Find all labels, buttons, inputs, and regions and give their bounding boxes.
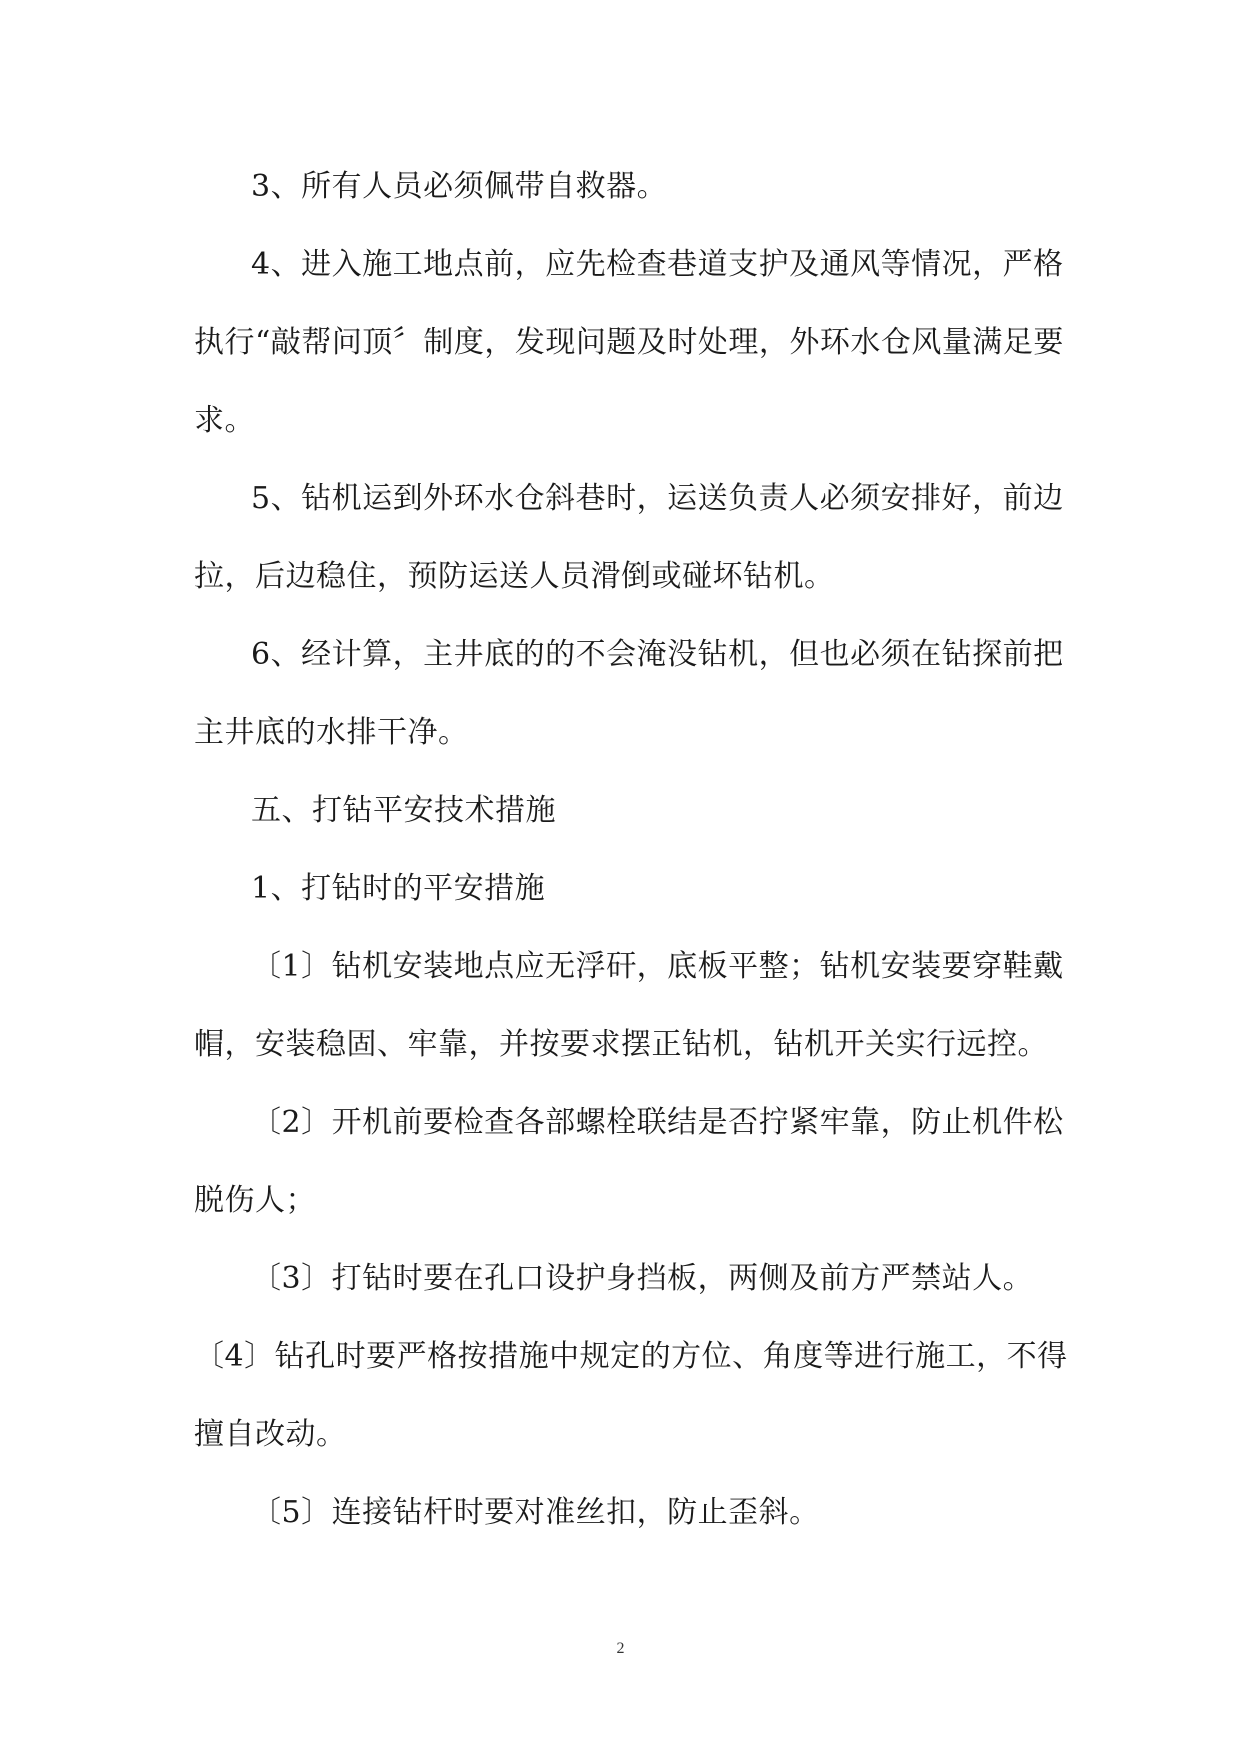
paragraph-line: 求。: [194, 403, 255, 438]
paragraph-line: 3、所有人员必须佩带自救器。: [251, 169, 668, 204]
paragraph-line: 拉，后边稳住，预防运送人员滑倒或碰坏钻机。: [194, 559, 835, 594]
section-heading: 五、打钻平安技术措施: [251, 793, 556, 828]
paragraph-line: 擅自改动。: [194, 1417, 347, 1452]
paragraph-line: 4、进入施工地点前，应先检查巷道支护及通风等情况，严格: [251, 247, 1064, 282]
paragraph-line: 6、经计算，主井底的的不会淹没钻机，但也必须在钻探前把: [251, 637, 1064, 672]
paragraph-line: 〔5〕连接钻杆时要对准丝扣，防止歪斜。: [251, 1495, 820, 1530]
page-number: 2: [616, 1640, 625, 1657]
paragraph-line: 主井底的水排干净。: [194, 715, 469, 750]
paragraph-line: 5、钻机运到外环水仓斜巷时，运送负责人必须安排好，前边: [251, 481, 1064, 516]
paragraph-line: 脱伤人；: [194, 1183, 316, 1218]
paragraph-line: 帽，安装稳固、牢靠，并按要求摆正钻机，钻机开关实行远控。: [194, 1027, 1048, 1062]
subsection-heading: 1、打钻时的平安措施: [251, 871, 546, 906]
paragraph-line: 执行“敲帮问顶〞制度，发现问题及时处理，外环水仓风量满足要: [194, 325, 1064, 360]
document-body: [194, 148, 1068, 1552]
paragraph-line: 〔2〕开机前要检查各部螺栓联结是否拧紧牢靠，防止机件松: [251, 1105, 1064, 1140]
paragraph-line: 〔1〕钻机安装地点应无浮矸，底板平整；钻机安装要穿鞋戴: [251, 949, 1064, 984]
paragraph-line: 〔3〕打钻时要在孔口设护身挡板，两侧及前方严禁站人。: [251, 1261, 1034, 1296]
paragraph-line: 〔4〕钻孔时要严格按措施中规定的方位、角度等进行施工，不得: [194, 1339, 1068, 1374]
